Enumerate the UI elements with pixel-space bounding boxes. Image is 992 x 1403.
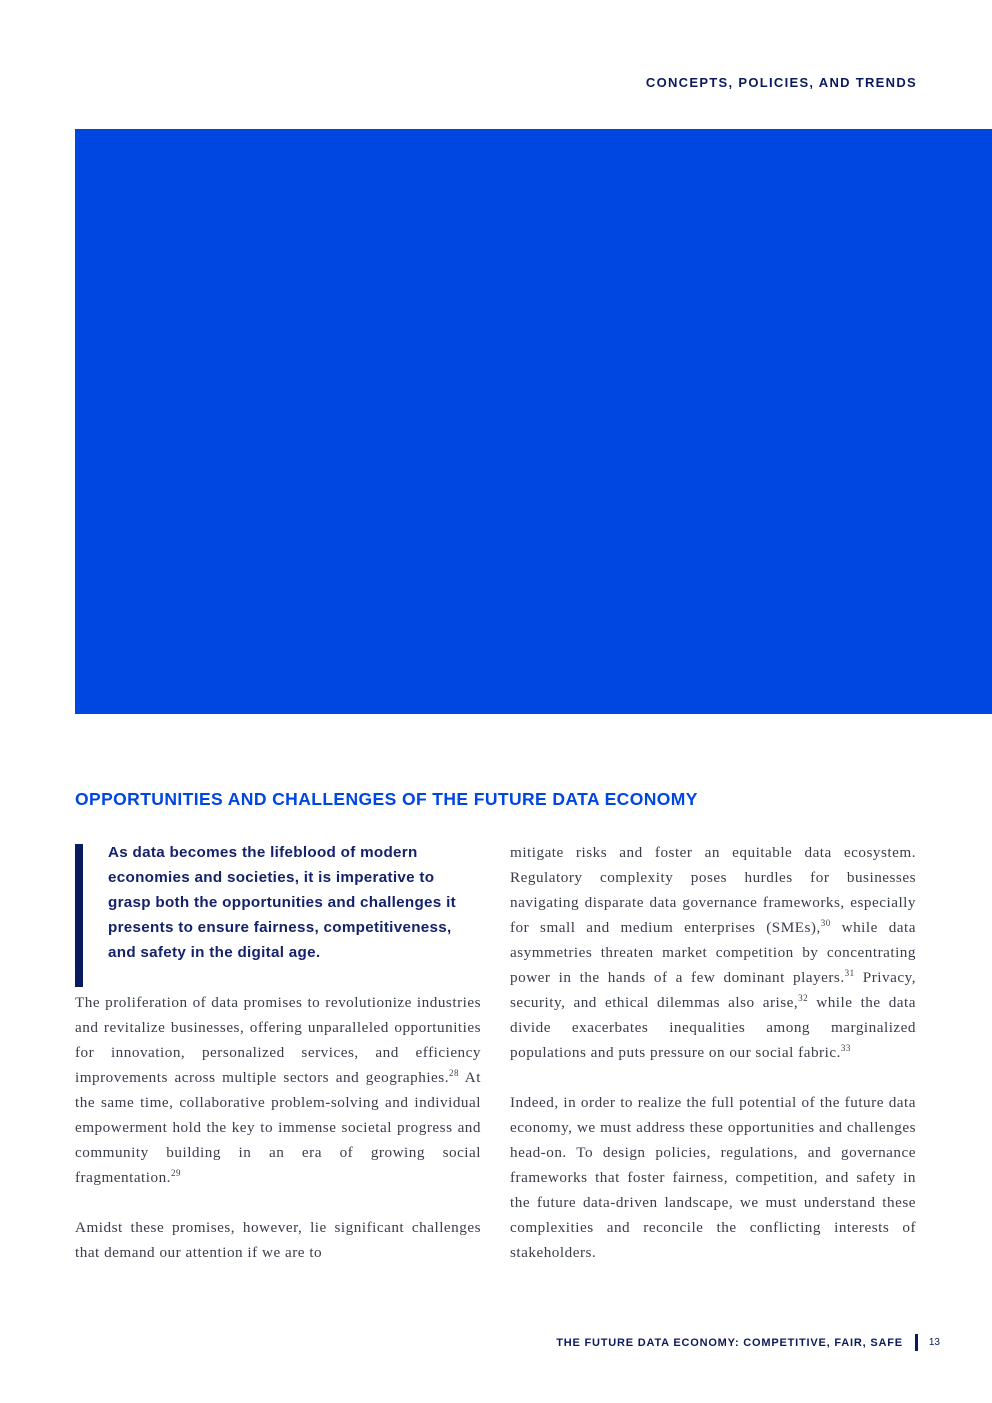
footnote-ref: 28 bbox=[449, 1067, 459, 1078]
pullquote-bar bbox=[75, 844, 83, 987]
paragraph-text: Indeed, in order to realize the full potential of the future data economy, we must address these opportunities and challenges head-on. To design policies, regulations, and governance frameworks that foster fairness, competition, and safety in the future data-driven landscape, we must understand these complexities and reconcile the conflicting interests of stakeholders. bbox=[510, 1094, 916, 1261]
paragraph-indeed bbox=[510, 1090, 916, 1265]
section-title: OPPORTUNITIES AND CHALLENGES OF THE FUTURE DATA ECONOMY bbox=[75, 789, 698, 809]
left-column bbox=[75, 840, 481, 1290]
paragraph-proliferation bbox=[75, 990, 481, 1190]
paragraph-mitigate bbox=[510, 840, 916, 1065]
pullquote-text: As data becomes the lifeblood of modern economies and societies, it is imperative to grasp both the opportunities and challenges it presents to ensure fairness, competitiveness, and safety in the digital age. bbox=[108, 844, 456, 961]
paragraph-text: The proliferation of data promises to revolutionize industries and revitalize businesses, offering unparalleled opportunities for innovation, personalized services, and efficiency improvements across multiple sectors and geographies. bbox=[75, 994, 481, 1086]
hero-color-block bbox=[75, 129, 992, 714]
paragraph-amidst bbox=[75, 1215, 481, 1265]
footnote-ref: 33 bbox=[840, 1042, 851, 1053]
pullquote bbox=[75, 840, 481, 965]
paragraph-text: mitigate risks and foster an equitable data ecosystem. Regulatory complexity poses hurdles for businesses navigating disparate data governance frameworks, especially for small and medium enterprises (SMEs), bbox=[510, 844, 916, 936]
footer-divider bbox=[915, 1334, 918, 1351]
page-footer bbox=[556, 1334, 940, 1351]
paragraph-text: At the same time, collaborative problem-solving and individual empowerment hold the key to immense societal progress and community building in an era of growing social fragmentation. bbox=[75, 1069, 481, 1186]
paragraph-text: Privacy, security, and ethical dilemmas also arise, bbox=[510, 969, 917, 1011]
paragraph-text: while the data divide exacerbates inequalities among marginalized populations and puts pressure on our social fabric. bbox=[510, 994, 916, 1061]
footnote-ref: 31 bbox=[844, 967, 855, 978]
footnote-ref: 30 bbox=[820, 917, 831, 928]
paragraph-text: while data asymmetries threaten market competition by concentrating power in the hands of a few dominant players. bbox=[510, 919, 916, 986]
running-header: CONCEPTS, POLICIES, AND TRENDS bbox=[645, 75, 917, 90]
footnote-ref: 29 bbox=[170, 1167, 181, 1178]
footnote-ref: 32 bbox=[798, 992, 809, 1003]
footer-title: THE FUTURE DATA ECONOMY: COMPETITIVE, FAIR, SAFE bbox=[556, 1336, 903, 1349]
right-column bbox=[510, 840, 916, 1290]
paragraph-text: Amidst these promises, however, lie significant challenges that demand our attention if we are to bbox=[75, 1219, 481, 1261]
page-number: 13 bbox=[928, 1337, 940, 1348]
